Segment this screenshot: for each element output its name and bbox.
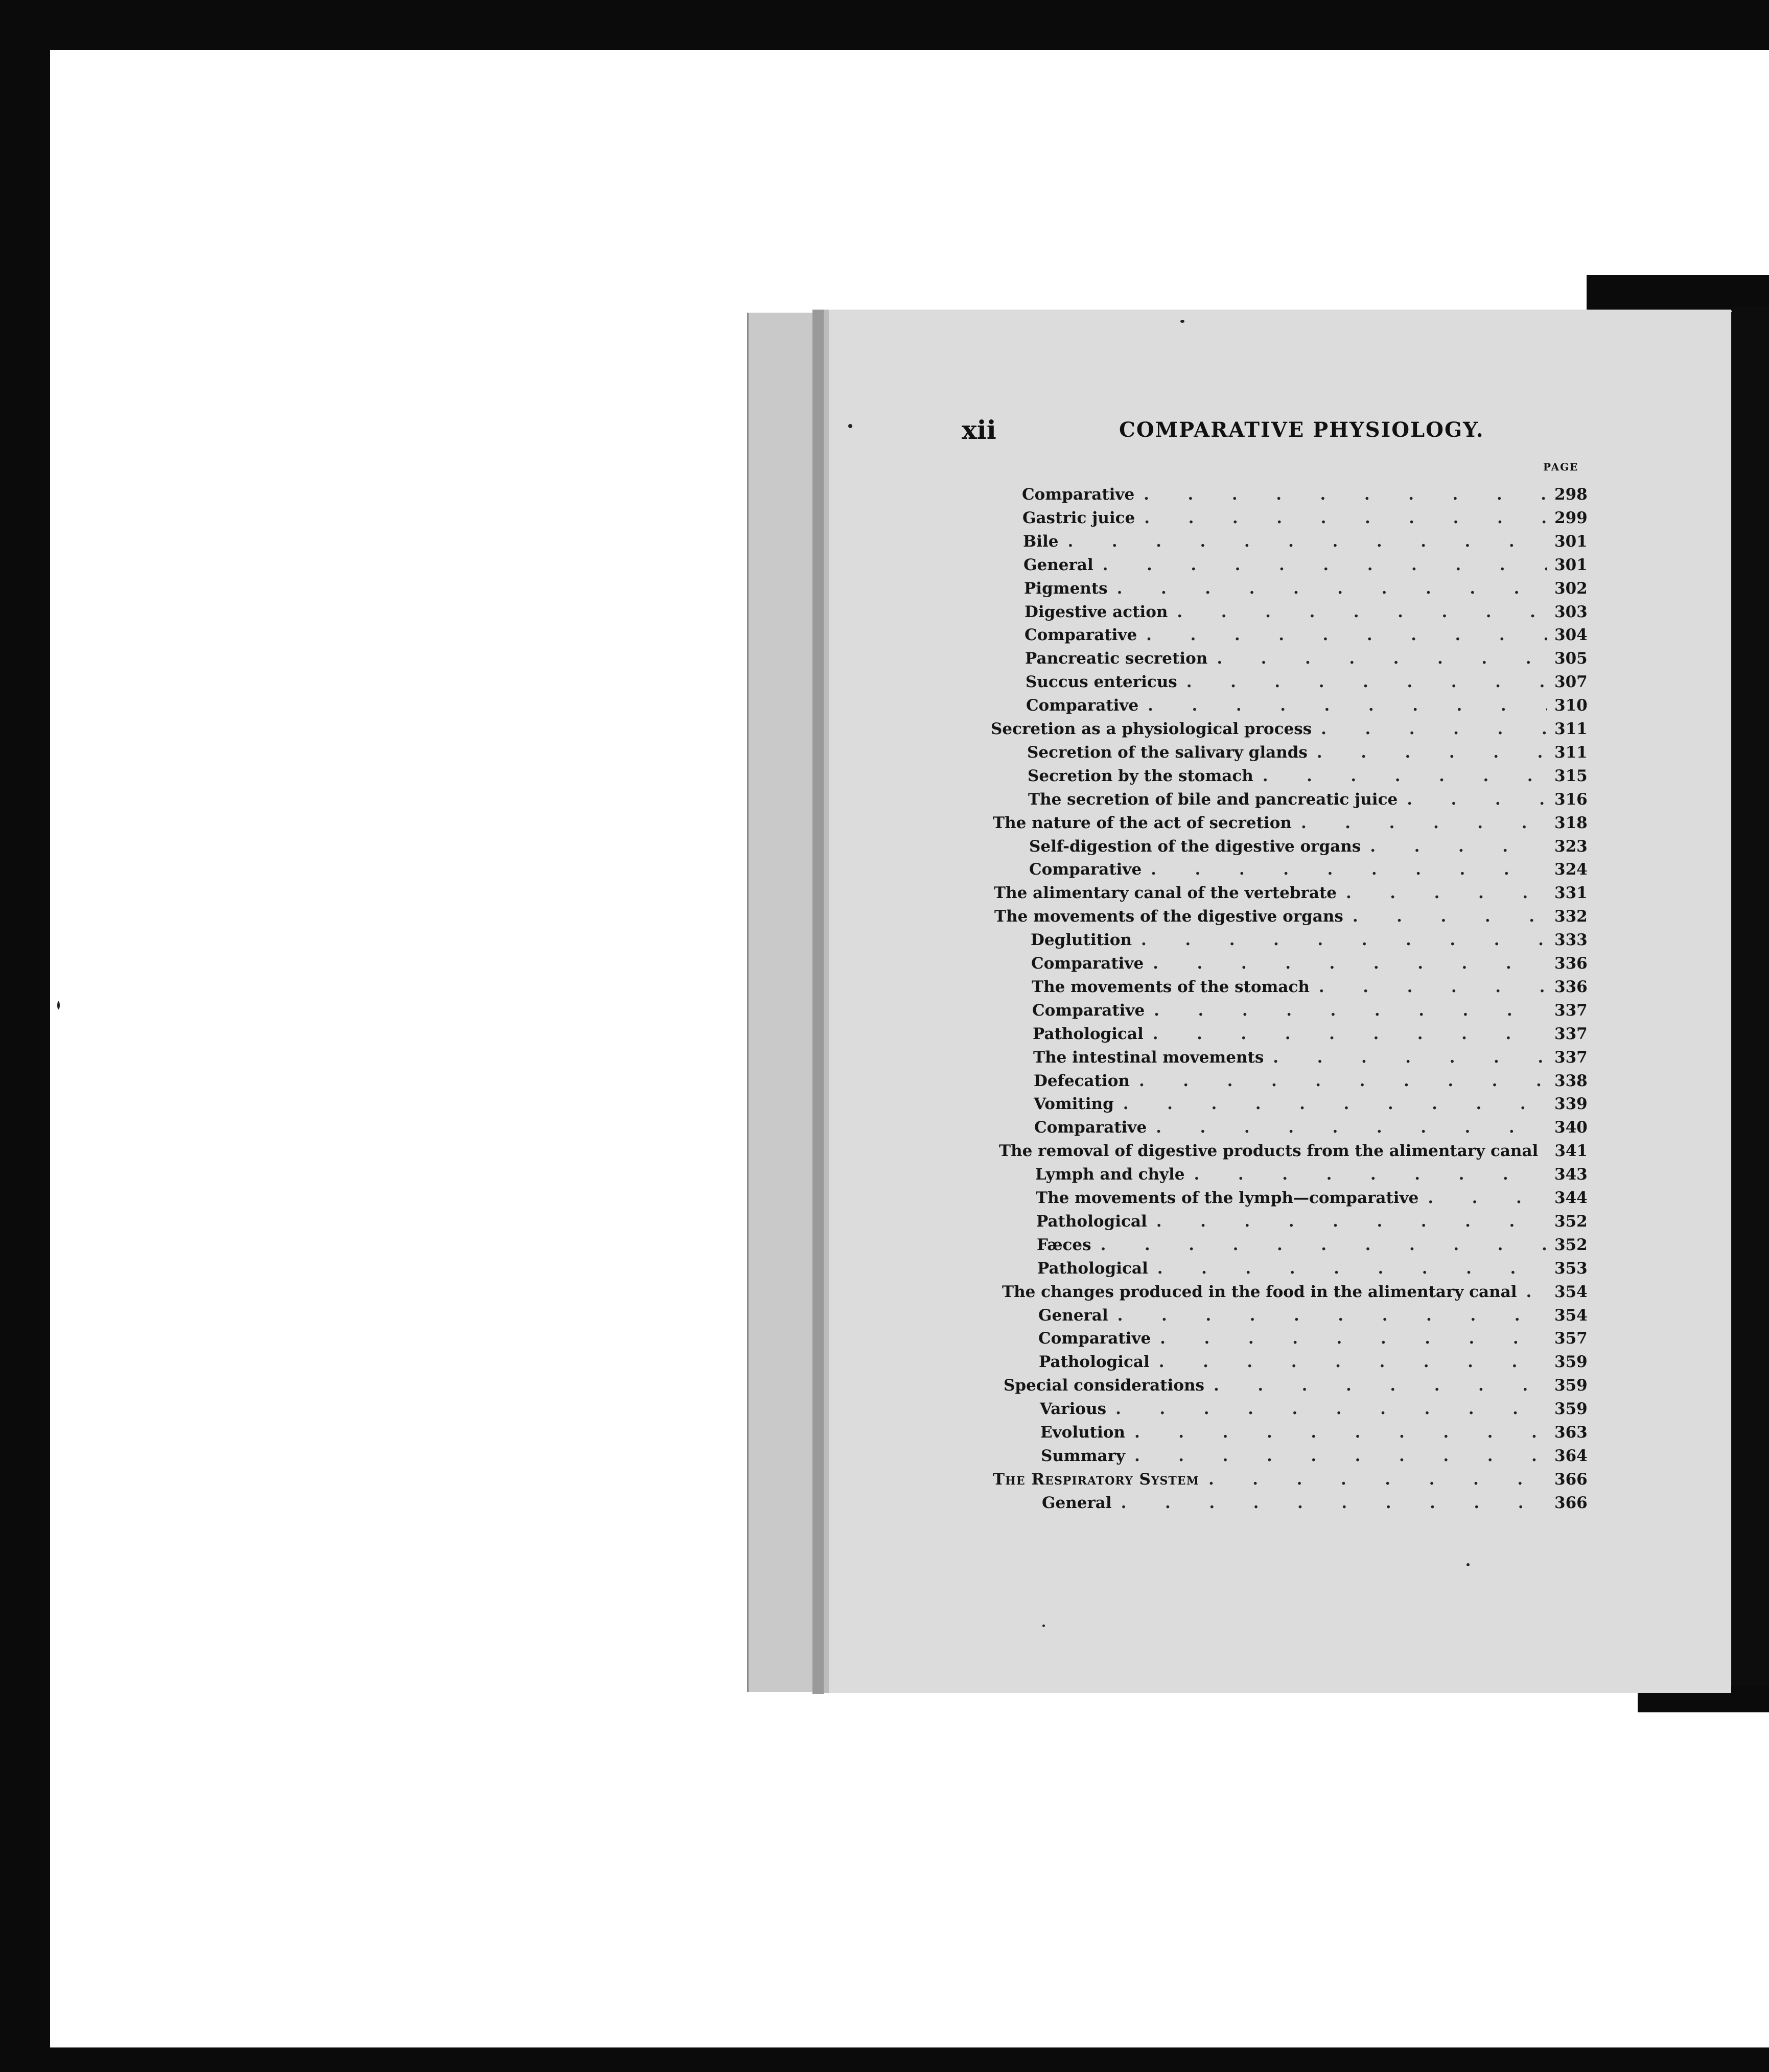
toc-entry xyxy=(993,1470,1586,1493)
toc-entry-page: 352 xyxy=(1554,1212,1588,1231)
toc-entry xyxy=(1033,1048,1586,1071)
toc-entry-title: General xyxy=(1023,556,1093,574)
toc-entry-title: General xyxy=(1042,1494,1112,1512)
toc-entry-title: Special considerations xyxy=(1004,1376,1204,1395)
running-title: COMPARATIVE PHYSIOLOGY. xyxy=(1119,418,1484,442)
toc-entry-title: Succus entericus xyxy=(1026,673,1177,691)
toc-entry-page: 304 xyxy=(1554,626,1588,644)
toc-entry xyxy=(1022,509,1586,531)
dot-leader xyxy=(1263,767,1547,785)
toc-entry-title: Comparative xyxy=(1026,696,1139,715)
toc-entry-title: Pathological xyxy=(1039,1353,1150,1371)
toc-entry-title: Evolution xyxy=(1040,1423,1125,1442)
toc-entry xyxy=(1042,1494,1586,1516)
scan-speck xyxy=(1042,1624,1045,1627)
toc-entry-page: 339 xyxy=(1554,1095,1588,1113)
dot-leader xyxy=(1370,837,1547,856)
toc-entry-page: 323 xyxy=(1554,837,1588,856)
toc-entry-page: 311 xyxy=(1554,720,1588,738)
toc-entry-page: 324 xyxy=(1554,860,1588,879)
toc-entry-page: 337 xyxy=(1554,1048,1588,1067)
dot-leader xyxy=(1177,603,1547,621)
dot-leader xyxy=(1123,1095,1547,1113)
toc-entry xyxy=(994,907,1586,930)
toc-entry-title: Digestive action xyxy=(1025,603,1168,621)
toc-entry xyxy=(1036,1189,1586,1211)
toc-entry-page: 337 xyxy=(1554,1001,1588,1020)
toc-entry-page: 366 xyxy=(1554,1494,1588,1512)
dot-leader xyxy=(1153,954,1547,973)
dot-leader xyxy=(1118,1306,1547,1325)
dot-leader xyxy=(1153,1025,1547,1043)
toc-entry xyxy=(1031,931,1586,953)
dot-leader xyxy=(1144,485,1547,504)
toc-entry-page: 332 xyxy=(1554,907,1588,926)
dot-leader xyxy=(1273,1048,1547,1067)
toc-entry xyxy=(1025,649,1586,672)
toc-entry-title: The Respiratory System xyxy=(993,1470,1199,1489)
toc-entry xyxy=(1002,1283,1586,1305)
toc-entry xyxy=(1034,1095,1586,1117)
toc-entry-title: Lymph and chyle xyxy=(1035,1165,1185,1184)
toc-entry xyxy=(1037,1259,1586,1282)
toc-entry-title: Secretion of the salivary glands xyxy=(1027,743,1308,762)
dot-leader xyxy=(1144,509,1547,527)
toc-entry-page: 344 xyxy=(1554,1189,1588,1207)
scan-speck xyxy=(1467,1563,1470,1566)
toc-entry xyxy=(1028,767,1586,789)
dot-leader xyxy=(1353,907,1547,926)
toc-entry xyxy=(1038,1306,1586,1329)
toc-entry-title: Pathological xyxy=(1037,1259,1148,1278)
toc-entry-page: 359 xyxy=(1554,1400,1588,1418)
toc-entry-title: The secretion of bile and pancreatic juice xyxy=(1028,790,1398,809)
toc-entry xyxy=(1033,1025,1586,1047)
dot-leader xyxy=(1117,579,1547,598)
toc-entry-title: Various xyxy=(1040,1400,1107,1418)
toc-entry xyxy=(1028,790,1586,813)
toc-entry-title: The intestinal movements xyxy=(1033,1048,1264,1067)
dot-leader xyxy=(1067,532,1547,551)
toc-entry xyxy=(1031,954,1586,977)
toc-entry-page: 331 xyxy=(1554,884,1588,902)
toc-entry-page: 352 xyxy=(1554,1236,1588,1254)
dot-leader xyxy=(1115,1400,1547,1418)
toc-entry xyxy=(1029,860,1586,883)
dot-leader xyxy=(1141,931,1547,949)
toc-entry-title: The movements of the digestive organs xyxy=(994,907,1343,926)
toc-entry xyxy=(1025,603,1586,625)
dot-leader xyxy=(1321,720,1547,738)
toc-entry-page: 315 xyxy=(1554,767,1588,785)
dot-leader xyxy=(1160,1329,1547,1348)
dot-leader xyxy=(1151,860,1547,879)
toc-entry xyxy=(1034,1072,1586,1094)
dot-leader xyxy=(1148,696,1547,715)
toc-entry-page: 338 xyxy=(1554,1072,1588,1090)
toc-entry-page: 336 xyxy=(1554,954,1588,973)
toc-entry-page: 318 xyxy=(1554,814,1588,832)
dot-leader xyxy=(1319,978,1547,996)
toc-entry-page: 298 xyxy=(1554,485,1588,504)
toc-entry-page: 302 xyxy=(1554,579,1588,598)
toc-entry-title: Deglutition xyxy=(1031,931,1132,949)
dot-leader xyxy=(1526,1283,1548,1301)
toc-entry-title: Pathological xyxy=(1036,1212,1147,1231)
toc-entry-title: Fæces xyxy=(1037,1236,1091,1254)
toc-entry xyxy=(1004,1376,1586,1399)
toc-entry-title: Comparative xyxy=(1025,626,1137,644)
toc-entry-title: Comparative xyxy=(1038,1329,1151,1348)
toc-entry xyxy=(1024,579,1586,602)
toc-entry-page: 336 xyxy=(1554,978,1588,996)
toc-entry-page: 305 xyxy=(1554,649,1588,668)
toc-entry-title: Secretion by the stomach xyxy=(1028,767,1253,785)
dot-leader xyxy=(1317,743,1547,762)
toc-entry xyxy=(1026,673,1586,695)
dot-leader xyxy=(1407,790,1547,809)
dot-leader xyxy=(1208,1470,1547,1489)
toc-entry-title: Comparative xyxy=(1032,1001,1145,1020)
toc-entry xyxy=(1041,1447,1586,1469)
dot-leader xyxy=(1121,1494,1547,1512)
toc-entry-page: 299 xyxy=(1554,509,1588,527)
toc-entry xyxy=(1035,1165,1586,1188)
dot-leader xyxy=(1156,1118,1547,1137)
dot-leader xyxy=(1214,1376,1547,1395)
dot-leader xyxy=(1186,673,1547,691)
scan-speck xyxy=(1180,320,1184,323)
toc-entry xyxy=(1039,1353,1586,1375)
toc-entry-page: 311 xyxy=(1554,743,1588,762)
toc-entry-title: Vomiting xyxy=(1034,1095,1114,1113)
toc-entry-page: 307 xyxy=(1554,673,1588,691)
toc-entry-title: Comparative xyxy=(1029,860,1142,879)
dot-leader xyxy=(1156,1212,1547,1231)
toc-entry xyxy=(1025,626,1586,648)
toc-entry xyxy=(1023,532,1586,555)
toc-entry-page: 353 xyxy=(1554,1259,1588,1278)
dot-leader xyxy=(1346,884,1547,902)
toc-entry-page: 337 xyxy=(1554,1025,1588,1043)
toc-entry xyxy=(1034,1118,1586,1141)
toc-entry xyxy=(1040,1400,1586,1422)
toc-entry-title: Defecation xyxy=(1034,1072,1130,1090)
toc-entry-title: The changes produced in the food in the alimentary canal xyxy=(1002,1283,1517,1301)
toc-entry xyxy=(1026,696,1586,719)
toc-entry-title: Secretion as a physiological process xyxy=(991,720,1312,738)
toc-entry-title: Pancreatic secretion xyxy=(1025,649,1208,668)
scan-speck xyxy=(57,1001,60,1009)
toc-entry xyxy=(999,1142,1586,1164)
page-column-label: PAGE xyxy=(1543,461,1579,473)
toc-entry xyxy=(1032,1001,1586,1024)
page-number: xii xyxy=(962,415,996,445)
toc-entry-page: 301 xyxy=(1554,556,1588,574)
toc-entry-title: The alimentary canal of the vertebrate xyxy=(994,884,1337,902)
dot-leader xyxy=(1134,1447,1547,1465)
toc-entry-title: Pigments xyxy=(1024,579,1108,598)
toc-entry-title: The movements of the lymph—comparative xyxy=(1036,1189,1419,1207)
toc-entry-title: Gastric juice xyxy=(1022,509,1135,527)
toc-entry-title: Pathological xyxy=(1033,1025,1144,1043)
scan-speck xyxy=(848,424,852,428)
toc-entry-page: 366 xyxy=(1554,1470,1588,1489)
toc-entry-page: 340 xyxy=(1554,1118,1588,1137)
toc-entry xyxy=(1023,556,1586,578)
toc-entry-page: 316 xyxy=(1554,790,1588,809)
dot-leader xyxy=(1301,814,1547,832)
dot-leader xyxy=(1194,1165,1547,1184)
toc-entry-page: 359 xyxy=(1554,1376,1588,1395)
toc-entry-title: Comparative xyxy=(1031,954,1144,973)
toc-entry-page: 333 xyxy=(1554,931,1588,949)
dot-leader xyxy=(1159,1353,1547,1371)
toc-entry xyxy=(991,720,1586,742)
toc-entry-page: 354 xyxy=(1554,1306,1588,1325)
toc-entry-page: 341 xyxy=(1554,1142,1588,1160)
toc-entry-page: 310 xyxy=(1554,696,1588,715)
toc-entry-page: 354 xyxy=(1554,1283,1588,1301)
toc-entry xyxy=(1022,485,1586,508)
toc-entry-title: Summary xyxy=(1041,1447,1125,1465)
toc-entry-title: The nature of the act of secretion xyxy=(993,814,1292,832)
toc-entry xyxy=(1040,1423,1586,1446)
dot-leader xyxy=(1101,1236,1547,1254)
dot-leader xyxy=(1146,626,1547,644)
dot-leader xyxy=(1217,649,1547,668)
toc-entry-title: General xyxy=(1038,1306,1108,1325)
toc-entry-title: Self-digestion of the digestive organs xyxy=(1029,837,1361,856)
toc-entry xyxy=(1036,1212,1586,1235)
toc-entry-title: Comparative xyxy=(1022,485,1135,504)
toc-entry-page: 359 xyxy=(1554,1353,1588,1371)
toc-entry-title: The removal of digestive products from the alimentary canal xyxy=(999,1142,1539,1160)
toc-entry-page: 301 xyxy=(1554,532,1588,551)
toc-entry-title: Comparative xyxy=(1034,1118,1147,1137)
dot-leader xyxy=(1428,1189,1547,1207)
dot-leader xyxy=(1139,1072,1547,1090)
toc-entry xyxy=(1037,1236,1586,1258)
toc-entry-page: 364 xyxy=(1554,1447,1588,1465)
dot-leader xyxy=(1134,1423,1547,1442)
toc-entry-page: 363 xyxy=(1554,1423,1588,1442)
toc-entry xyxy=(993,814,1586,836)
dot-leader xyxy=(1103,556,1547,574)
toc-entry xyxy=(1027,743,1586,766)
toc-entry xyxy=(1038,1329,1586,1352)
toc-entry xyxy=(1032,978,1586,1000)
dot-leader xyxy=(1157,1259,1547,1278)
toc-entry-title: Bile xyxy=(1023,532,1059,551)
dot-leader xyxy=(1154,1001,1547,1020)
toc-entry-page: 343 xyxy=(1554,1165,1588,1184)
toc-entry-page: 303 xyxy=(1554,603,1588,621)
toc-entry xyxy=(1029,837,1586,860)
toc-entry-title: The movements of the stomach xyxy=(1032,978,1310,996)
toc-entry-page: 357 xyxy=(1554,1329,1588,1348)
toc-entry xyxy=(994,884,1586,906)
